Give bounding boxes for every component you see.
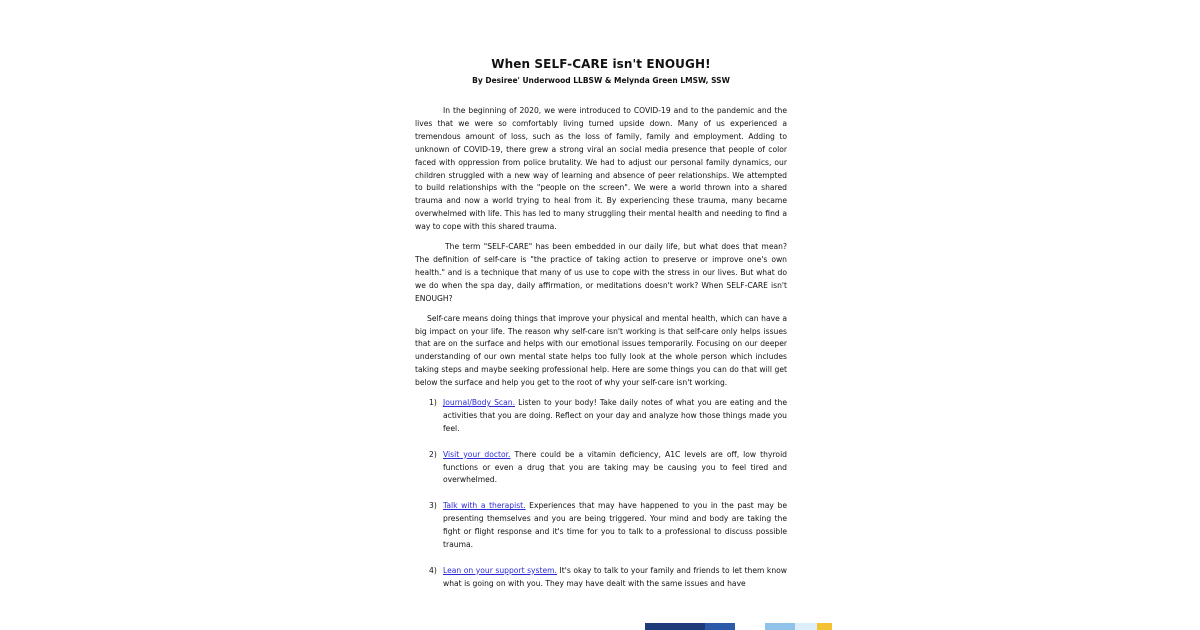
list-item — [415, 565, 787, 591]
list-item-text: It's okay to talk to your family and friends to let them know what is going on with you. They may have dealt with the same issues and have — [443, 565, 787, 588]
list-item-text: Listen to your body! Take daily notes of what you are eating and the activities that you are doing. Reflect on your day and analyze how those things made you feel. — [443, 398, 787, 433]
footer-band-segment — [795, 623, 817, 630]
list-item-text: Experiences that may have happened to you in the past may be presenting themselves and you are being triggered. Your mind and body are taking the fight or flight response and it's time for you to talk to a professional to discuss possible trauma. — [443, 501, 787, 549]
list-item — [415, 500, 787, 552]
footer-band-segment — [705, 623, 735, 630]
list-item-body — [443, 397, 787, 436]
tips-list — [415, 397, 787, 591]
document-byline: By Desiree' Underwood LLBSW & Melynda Green LMSW, SSW — [472, 76, 730, 85]
list-item-body — [443, 500, 787, 552]
paragraph-self-care-meaning: Self-care means doing things that improve your physical and mental health, which can have a big impact on your life. The reason why self-care isn't working is that self-care only helps issues that are on the surface and helps with our emotional issues temporarily. Focusing on our deeper understanding of our own mental state helps too fully look at the whole person which includes taking steps and maybe seeking professional help. Here are some things you can do that will get below the surface and help you get to the root of why your self-care isn't working. — [415, 313, 787, 388]
document-title: When SELF-CARE isn't ENOUGH! — [491, 57, 711, 71]
list-number: 2) — [429, 449, 437, 459]
list-item — [415, 449, 787, 488]
footer-band-segment — [735, 623, 765, 630]
paragraph-intro: In the beginning of 2020, we were introduced to COVID-19 and to the pandemic and the lives that we were so comfortably living turned upside down. Many of us experienced a tremendous amount of loss, such as the loss of family, family and employment. Adding to unknown of COVID-19, there grew a strong viral an social media presence that people of color faced with oppression from police brutality. We had to adjust our personal family dynamics, our children struggled with a new way of learning and absence of peer relationships. We attempted to build relationships with the "people on the screen". We were a world thrown into a shared trauma and now a world trying to heal from it. By experiencing these trauma, many became overwhelmed with life. This has led to many struggling their mental health and needing to find a way to cope with this shared trauma. — [415, 106, 787, 232]
footer-band-segment — [817, 623, 832, 630]
visit-doctor-link[interactable]: Visit your doctor. — [443, 449, 511, 459]
paragraph-self-care-definition: The term "SELF-CARE" has been embedded in our daily life, but what does that mean? The definition of self-care is "the practice of taking action to preserve or improve one's own health." and is a technique that many of us use to cope with the stress in our lives. But what do we do when the spa day, daily affirmation, or meditations doesn't work? When SELF-CARE isn't ENOUGH? — [415, 242, 787, 303]
list-number: 3) — [429, 501, 437, 511]
list-item-body — [443, 565, 787, 591]
document-page — [415, 56, 787, 603]
footer-band-segment — [645, 623, 705, 630]
list-item-text: There could be a vitamin deficiency, A1C levels are off, low thyroid functions or even a drug that you are taking may be causing you to feel tired and overwhelmed. — [443, 449, 788, 485]
footer-band-segment — [765, 623, 795, 630]
list-item-body — [443, 449, 787, 488]
list-number: 1) — [429, 398, 437, 408]
list-item — [415, 397, 787, 436]
footer-image-strip — [645, 623, 832, 630]
talk-therapist-link[interactable]: Talk with a therapist. — [443, 501, 526, 511]
list-number: 4) — [429, 565, 437, 575]
journal-body-scan-link[interactable]: Journal/Body Scan. — [443, 398, 515, 408]
support-system-link[interactable]: Lean on your support system. — [443, 565, 557, 575]
